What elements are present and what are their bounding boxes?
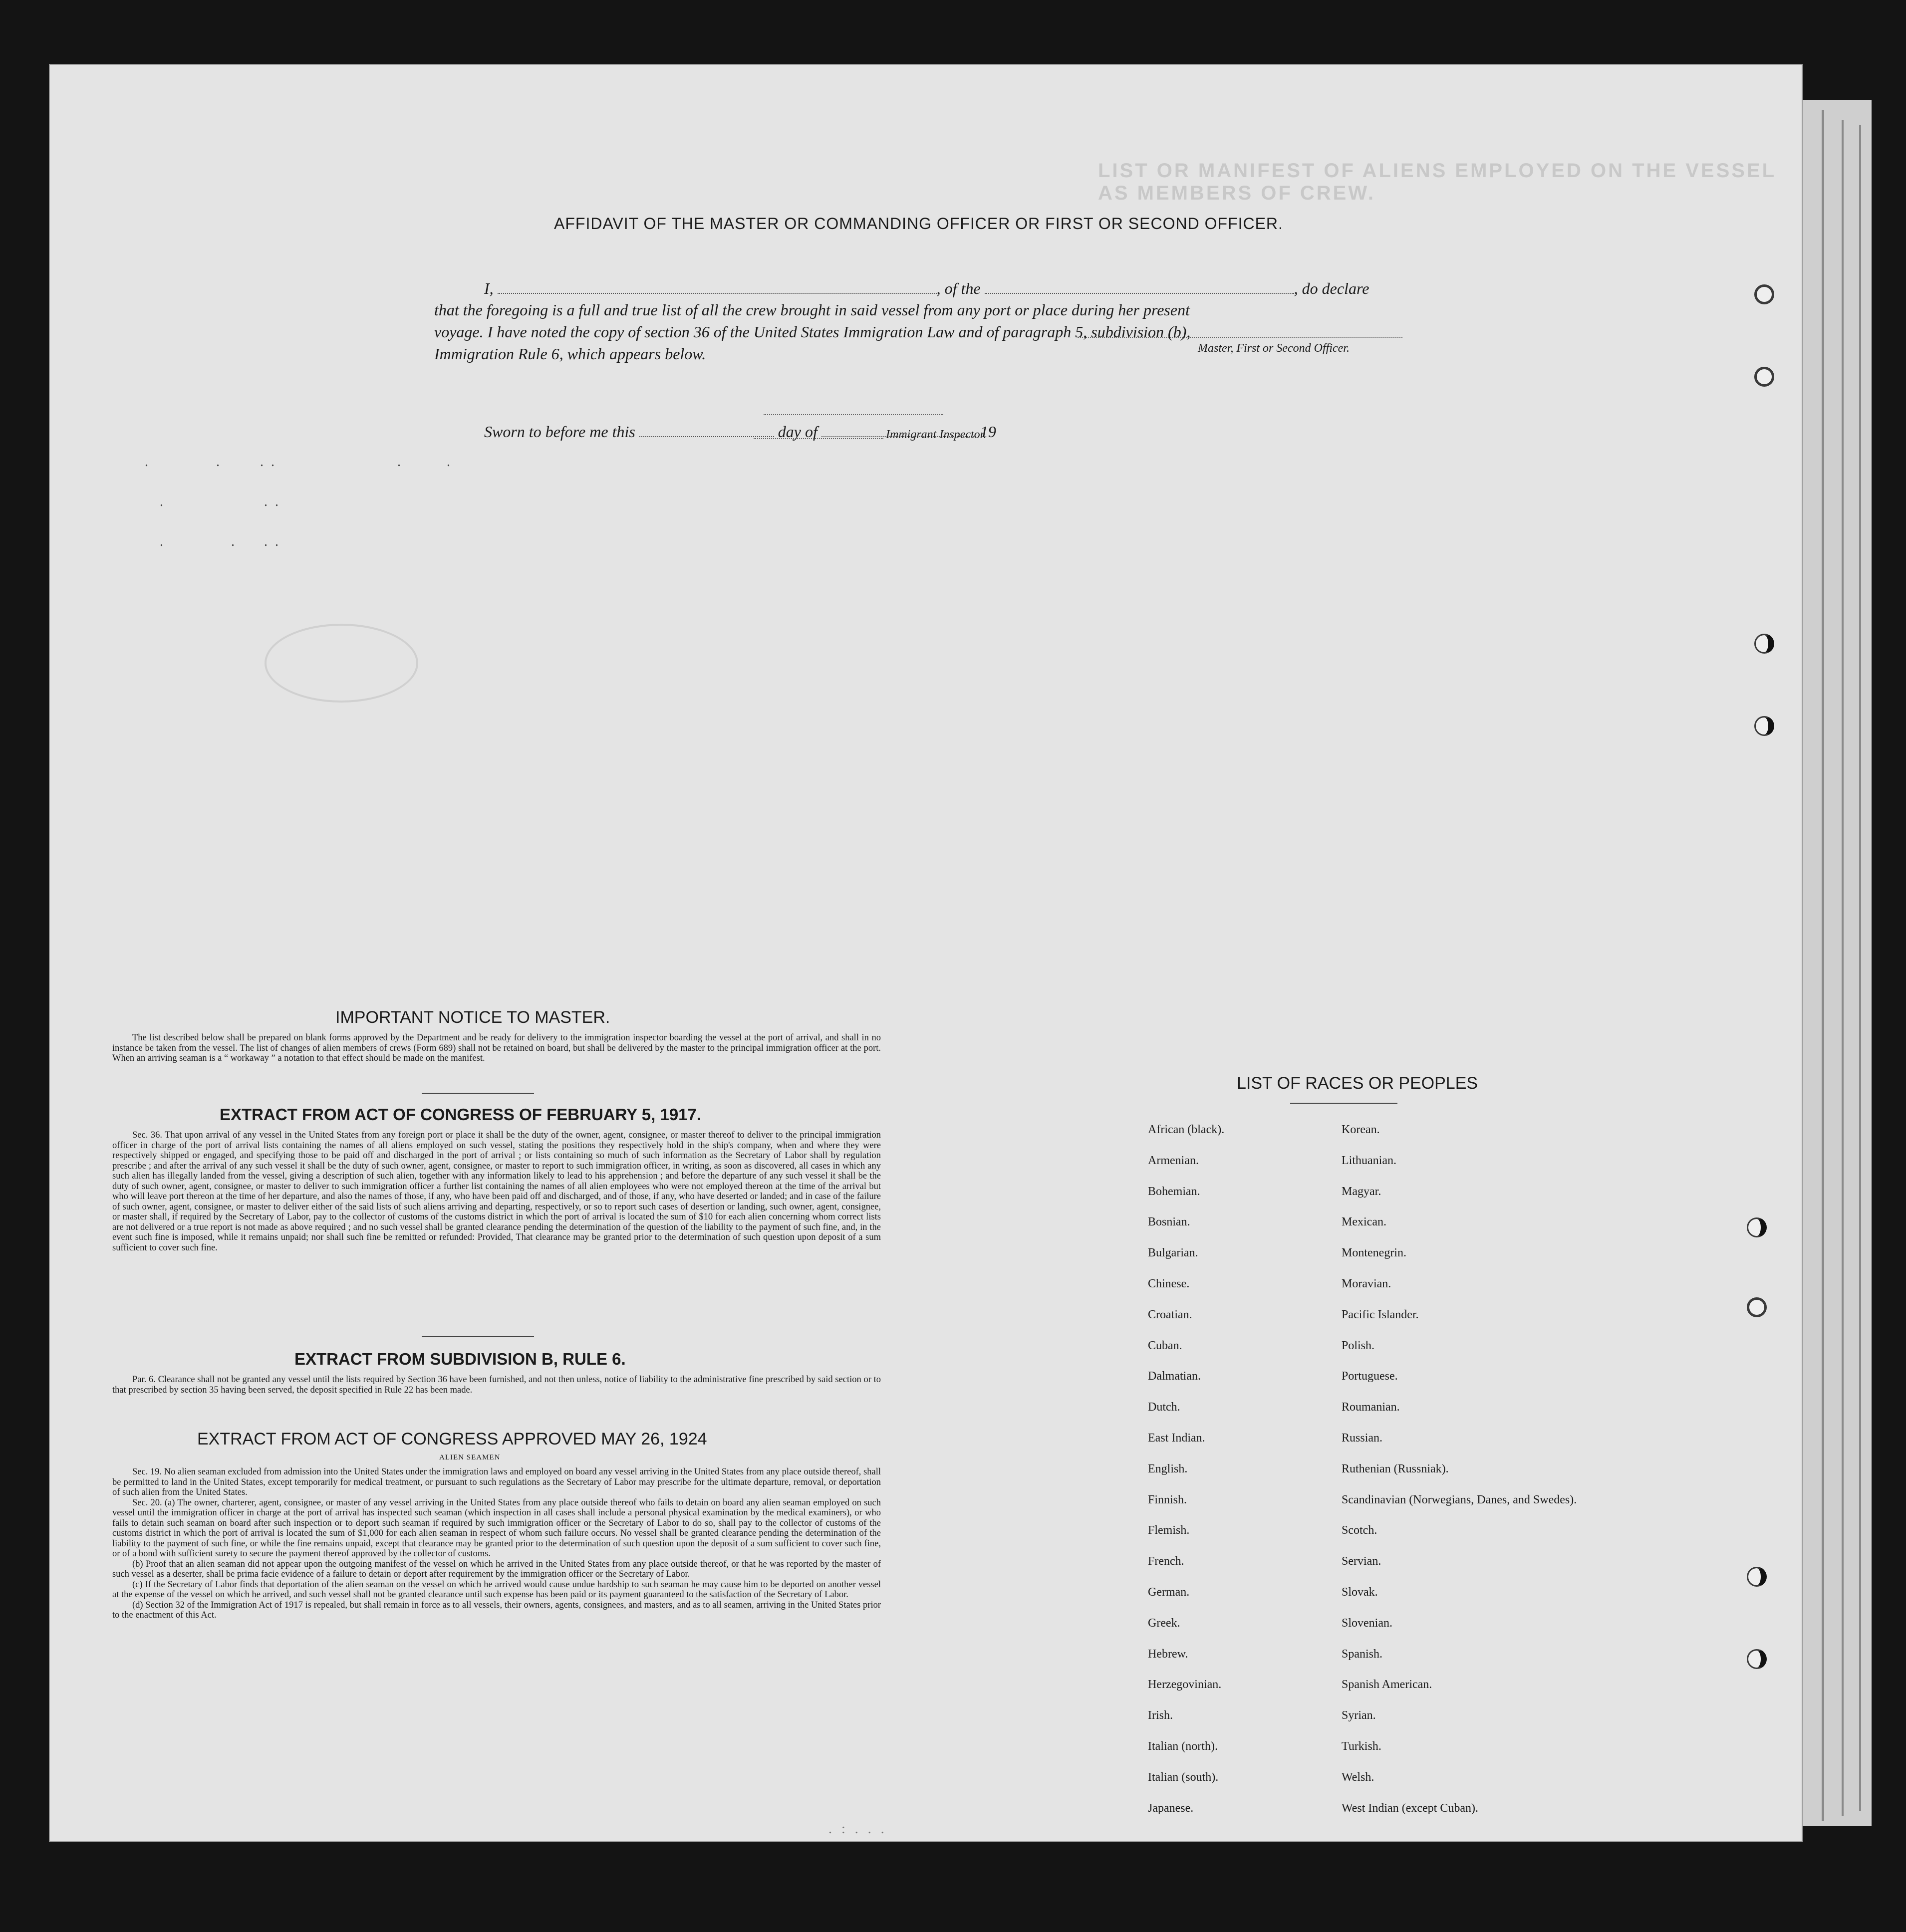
race-list-item: Ruthenian (Russniak).: [1342, 1462, 1449, 1475]
i-label: I,: [484, 279, 494, 297]
section-19-paragraph: Sec. 19. No alien seaman excluded from admission into the United States under the immigration laws and employed on board any vessel arriving in the United States from any place outside thereof, shall be permitted to land in the United States, except temporarily for medical treatment, or pursuant to such regulations as the Secretary of Labor may prescribe for the ultimate departure, removal, or deportation of such alien from the United States.: [112, 1467, 881, 1497]
notice-body: [112, 1033, 881, 1064]
section-20a-paragraph: Sec. 20. (a) The owner, charterer, agent, consignee, or master of any vessel arriving in the United States from any place outside thereof who fails to detain on board any alien seaman employed on such vessel until the immigration officer in charge at the port of arrival has inspected such seaman (which inspection in all cases shall include a personal physical examination by the medical examiners), or who fails to detain such seaman on board after such inspection or to deport such seaman if required by such immigration officer or the Secretary of Labor to do so, shall pay to the collector of customs of the customs district in which the port of arrival is located the sum of $1,000 for each alien seaman in respect of whom such failure occurs. No vessel shall be granted clearance pending the determination of the liability to the payment of such fine, or while the fine remains unpaid, except that clearance may be granted prior to the determination of such question upon the deposit of a sum sufficient to cover such fine, or of a bond with sufficient surety to secure the payment thereof approved by the collector of customs.: [112, 1497, 881, 1559]
extract-1917-body: [112, 1130, 881, 1253]
race-list-item: Magyar.: [1342, 1185, 1381, 1198]
divider: [1290, 1103, 1397, 1104]
race-list-item: Armenian.: [1148, 1154, 1199, 1167]
race-list-item: Spanish American.: [1342, 1678, 1432, 1691]
day-of-label: day of: [778, 423, 817, 441]
race-list-item: West Indian (except Cuban).: [1342, 1801, 1478, 1815]
officer-signature-line[interactable]: [1078, 337, 1402, 338]
race-list-item: Syrian.: [1342, 1709, 1376, 1722]
race-list-item: Bosnian.: [1148, 1215, 1190, 1229]
race-list-item: Slovak.: [1342, 1585, 1378, 1599]
master-name-field[interactable]: [498, 293, 937, 294]
extract-1917-title: EXTRACT FROM ACT OF CONGRESS OF FEBRUARY 5, 1917.: [220, 1105, 702, 1124]
race-list-item: Dalmatian.: [1148, 1370, 1201, 1383]
race-list-item: Moravian.: [1342, 1277, 1391, 1290]
affidavit-line-1: [484, 279, 1369, 298]
extract-1924-title: EXTRACT FROM ACT OF CONGRESS APPROVED MAY 26, 1924: [197, 1430, 707, 1449]
race-list-item: Lithuanian.: [1342, 1154, 1396, 1167]
inspector-line-upper: [764, 414, 943, 415]
race-list-item: Scandinavian (Norwegians, Danes, and Swedes).: [1342, 1493, 1577, 1506]
race-list-item: Dutch.: [1148, 1401, 1180, 1414]
section-20c-paragraph: (c) If the Secretary of Labor finds that deportation of the alien seaman on the vessel on which he arrived would cause undue hardship to such seaman he may cause him to be deported on another vessel at the expense of the vessel on which he arrived, and such vessel shall not be granted clearance until such expense has been paid or its payment guaranteed to the satisfaction of the Secretary of Labor.: [112, 1579, 881, 1600]
race-list-item: Scotch.: [1342, 1524, 1377, 1537]
sworn-day-field[interactable]: [639, 436, 774, 437]
race-list-item: English.: [1148, 1462, 1188, 1475]
affidavit-line-4: Immigration Rule 6, which appears below.: [434, 345, 706, 363]
section-20b-paragraph: (b) Proof that an alien seaman did not appear upon the outgoing manifest of the vessel on which he arrived in the United States from any place outside thereof, or that he was reported by the master of such vessel as a deserter, shall be prima facie evidence of a failure to detain or deport after requirement by the immigration officer or the Secretary of Labor.: [112, 1559, 881, 1579]
punch-hole: [1747, 1297, 1767, 1317]
bleed-through-heading: LIST OR MANIFEST OF ALIENS EMPLOYED ON THE VESSEL AS MEMBERS OF CREW.: [1098, 160, 1776, 204]
race-list-item: Portuguese.: [1342, 1370, 1398, 1383]
affidavit-title: AFFIDAVIT OF THE MASTER OR COMMANDING OFFICER OR FIRST OR SECOND OFFICER.: [554, 215, 1283, 233]
sheet-edge-line: [1842, 120, 1844, 1816]
punch-hole: [1754, 284, 1774, 304]
race-list-item: Hebrew.: [1148, 1647, 1188, 1661]
extract-1924-body: [112, 1467, 881, 1621]
vessel-name-field[interactable]: [985, 293, 1294, 294]
punch-hole: [1754, 716, 1774, 736]
race-list-item: Roumanian.: [1342, 1401, 1400, 1414]
race-list-item: Polish.: [1342, 1339, 1375, 1352]
year-prefix: 19: [980, 423, 996, 441]
scan-marks: . . . . . .: [145, 454, 452, 470]
race-list-item: Herzegovinian.: [1148, 1678, 1222, 1691]
declare-label: , do declare: [1294, 279, 1369, 297]
punch-hole: [1747, 1567, 1767, 1587]
race-list-item: Italian (south).: [1148, 1770, 1219, 1784]
race-list-item: German.: [1148, 1585, 1190, 1599]
race-list-item: Montenegrin.: [1342, 1246, 1406, 1260]
scan-marks: . . . .: [160, 534, 280, 549]
punch-hole: [1754, 367, 1774, 387]
extract-rule6-title: EXTRACT FROM SUBDIVISION B, RULE 6.: [294, 1350, 626, 1368]
races-left-column: [1148, 1123, 1224, 1832]
notice-title: IMPORTANT NOTICE TO MASTER.: [335, 1008, 610, 1027]
inspector-caption: Immigrant Inspector.: [886, 428, 987, 441]
races-title: LIST OF RACES OR PEOPLES: [1237, 1074, 1478, 1093]
affidavit-line-2: that the foregoing is a full and true list of all the crew brought in said vessel from any port or place during her present: [434, 301, 1190, 319]
of-the-label: , of the: [936, 279, 981, 297]
officer-signature-caption: Master, First or Second Officer.: [1198, 342, 1350, 355]
extract-rule6-paragraph: Par. 6. Clearance shall not be granted any vessel until the lists required by Section 36 have been furnished, and not then unless, notice of liability to the administrative fine prescribed by said section or to that prescribed by section 35 having been served, the deposit specified in Rule 22 has been made.: [112, 1375, 881, 1395]
race-list-item: Bulgarian.: [1148, 1246, 1198, 1260]
race-list-item: Cuban.: [1148, 1339, 1182, 1352]
race-list-item: Welsh.: [1342, 1770, 1374, 1784]
extract-1924-subtitle: ALIEN SEAMEN: [439, 1453, 501, 1461]
sheet-edge-line: [1822, 110, 1824, 1821]
race-list-item: Chinese.: [1148, 1277, 1190, 1290]
extract-rule6-body: [112, 1375, 881, 1395]
section-20d-paragraph: (d) Section 32 of the Immigration Act of 1917 is repealed, but shall remain in force as to all vessels, their owners, agents, consignees, and masters, and as to all seamen, arriving in the United States prior to the enactment of this Act.: [112, 1600, 881, 1620]
race-list-item: Spanish.: [1342, 1647, 1383, 1661]
race-list-item: East Indian.: [1148, 1431, 1205, 1445]
race-list-item: Mexican.: [1342, 1215, 1386, 1229]
race-list-item: Greek.: [1148, 1616, 1180, 1630]
race-list-item: Italian (north).: [1148, 1739, 1218, 1753]
race-list-item: French.: [1148, 1555, 1184, 1568]
race-list-item: Slovenian.: [1342, 1616, 1392, 1630]
affidavit-line-3: voyage. I have noted the copy of section 36 of the United States Immigration Law and of paragraph 5, subdivision (b),: [434, 323, 1191, 341]
races-right-column: [1342, 1123, 1577, 1832]
race-list-item: Turkish.: [1342, 1739, 1381, 1753]
race-list-item: African (black).: [1148, 1123, 1225, 1136]
inspector-signature-line[interactable]: [754, 438, 883, 439]
race-list-item: Korean.: [1342, 1123, 1380, 1136]
divider: [422, 1336, 534, 1337]
race-list-item: Pacific Islander.: [1342, 1308, 1419, 1321]
race-list-item: Croatian.: [1148, 1308, 1192, 1321]
race-list-item: Finnish.: [1148, 1493, 1187, 1506]
race-list-item: Servian.: [1342, 1555, 1381, 1568]
race-list-item: Russian.: [1342, 1431, 1383, 1445]
sworn-label: Sworn to before me this: [484, 423, 635, 441]
manifest-page: [50, 65, 1802, 1841]
notice-paragraph: The list described below shall be prepared on blank forms approved by the Department and be ready for delivery to the immigration inspector boarding the vessel at the port of arrival, and shall in no instance be taken from the vessel. The list of changes of alien members of crews (Form 689) shall not be retained on board, but shall be delivered by the master to the principal immigration officer at the port. When an arriving seaman is a “ workaway ” a notation to that effect should be made on the manifest.: [112, 1033, 881, 1063]
race-list-item: Irish.: [1148, 1709, 1173, 1722]
punch-hole: [1747, 1217, 1767, 1237]
race-list-item: Bohemian.: [1148, 1185, 1200, 1198]
race-list-item: Japanese.: [1148, 1801, 1194, 1815]
race-list-item: Flemish.: [1148, 1524, 1190, 1537]
faint-stamp: [265, 624, 418, 703]
extract-1917-paragraph: Sec. 36. That upon arrival of any vessel in the United States from any foreign port or place it shall be the duty of the owner, agent, consignee, or master thereof to deliver to the principal immigration officer in charge of the port of arrival lists containing the names of all aliens employed on such vessel, stating the positions they respectively hold in the ship's company, when and where they were respectively shipped or engaged, and specifying those to be paid off and discharged in the port of arrival ; or lists containing so much of such information as the Secretary of Labor shall by regulation prescribe ; and after the arrival of any such vessel it shall be the duty of such owner, agent, consignee, or master to report to such immigration officer, in writing, as soon as discovered, all cases in which any such alien has illegally landed from the vessel, giving a description of such alien, together with any information likely to lead to his apprehension ; and before the departure of any such vessel it shall be the duty of such owner, agent, consignee, or master to deliver to such immigration officer a further list containing the names of all alien employees who were not employed thereon at the time of the arrival but who will leave port thereon at the time of her departure, and also the names of those, if any, who have been paid off and discharged, and of those, if any, who have deserted or landed; and in case of the failure of such owner, agent, consignee, or master to deliver either of the said lists of such aliens arriving and departing, respectively, or so to report such cases of desertion or landing, such owner, agent, consignee, or master shall, if required by the Secretary of Labor, pay to the collector of customs of the customs district in which the port of arrival is located the sum of $10 for each alien concerning whom correct lists are not delivered or a true report is not made as above required ; and no such vessel shall be granted clearance pending the determination of the question of the liability to the payment of such fine, and, in the event such fine is imposed, while it remains unpaid; nor shall such fine be remitted or refunded: Provided, That clearance may be granted prior to the determination of such question upon deposit of a sum sufficient to cover such fine.: [112, 1130, 881, 1253]
sheet-edge-line: [1859, 125, 1861, 1811]
punch-hole: [1754, 634, 1774, 654]
scan-noise: . : . . .: [828, 1821, 887, 1837]
scan-marks: . . .: [160, 494, 280, 509]
divider: [422, 1093, 534, 1094]
punch-hole: [1747, 1649, 1767, 1669]
